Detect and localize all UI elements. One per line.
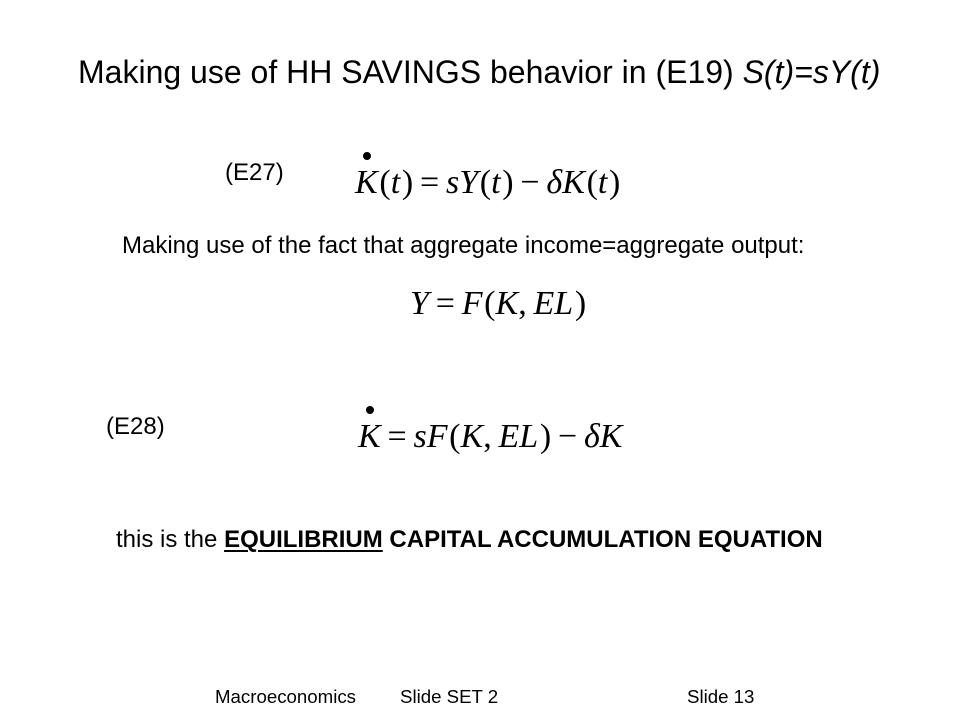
math-bracket: ( [479, 164, 492, 201]
math-bracket: ) [401, 164, 414, 201]
math-operator: = [435, 285, 455, 322]
math-variable: s [445, 164, 460, 201]
math-separator: , [483, 418, 492, 455]
conclusion-equation-name: CAPITAL ACCUMULATION EQUATION [389, 526, 823, 553]
equation-output [410, 284, 586, 323]
footer-course: Macroeconomics [215, 686, 357, 707]
math-variable: L [554, 285, 574, 322]
math-variable: K [460, 418, 484, 455]
derivative-dot [363, 152, 371, 160]
math-bracket: ( [449, 418, 461, 455]
footer-slide-number: Slide 13 [687, 686, 755, 707]
math-operator: = [419, 164, 440, 201]
math-variable: K [355, 164, 378, 201]
math-bracket: ( [586, 164, 598, 201]
math-variable: t [491, 164, 501, 201]
conclusion-text [116, 526, 823, 554]
math-variable: K [562, 164, 585, 201]
math-variable: K [495, 285, 519, 322]
math-bracket: ( [379, 164, 391, 201]
math-operator: − [558, 418, 578, 455]
math-variable: L [519, 418, 539, 455]
math-variable: t [390, 164, 401, 201]
math-bracket: ) [574, 285, 587, 322]
derivative-dot [366, 406, 374, 414]
math-operator: = [387, 418, 407, 455]
conclusion-emphasis: EQUILIBRIUM [224, 526, 383, 553]
math-bracket: ) [609, 164, 621, 201]
math-bracket: ) [539, 418, 552, 455]
conclusion-prefix: this is the [116, 526, 218, 553]
math-bracket: ) [502, 164, 514, 201]
math-variable: K [599, 418, 623, 455]
footer-slide-set: Slide SET 2 [400, 686, 499, 707]
equation-label-e28: (E28) [106, 413, 165, 440]
math-separator: , [518, 285, 527, 322]
slide-title [78, 54, 880, 91]
slide-title-text: Making use of HH SAVINGS behavior in (E19) [78, 54, 734, 90]
math-variable: K [358, 418, 381, 455]
math-variable: δ [583, 418, 600, 455]
math-variable: E [533, 285, 555, 322]
math-bracket: ( [484, 285, 496, 322]
math-variable: t [597, 164, 608, 201]
math-variable: F [461, 285, 483, 322]
equation-e27 [355, 163, 620, 202]
math-variable: s [413, 418, 427, 455]
math-variable: δ [546, 164, 563, 201]
math-variable: F [426, 418, 448, 455]
equation-e28 [358, 417, 622, 456]
math-operator: − [520, 164, 540, 201]
income-output-note: Making use of the fact that aggregate income=aggregate output: [122, 232, 805, 259]
slide-title-formula: S(t)=sY(t) [742, 54, 881, 90]
math-variable: E [498, 418, 520, 455]
math-variable: Y [410, 285, 429, 322]
equation-label-e27: (E27) [225, 159, 284, 186]
math-variable: Y [459, 164, 479, 201]
